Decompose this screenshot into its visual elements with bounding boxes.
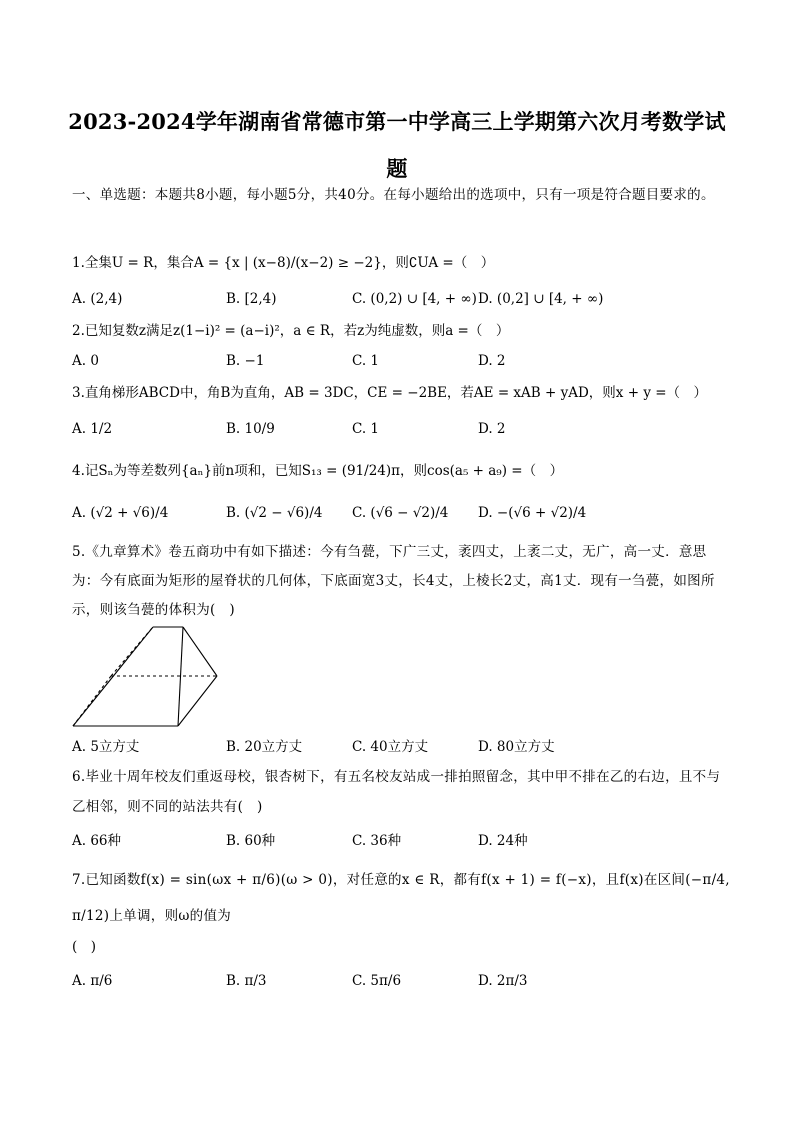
q3-option-d[interactable]: D. 2 <box>478 421 506 437</box>
page-title: 2023-2024学年湖南省常德市第一中学高三上学期第六次月考数学试题 <box>68 109 726 181</box>
question-4-stem: 4.记Sₙ为等差数列{aₙ}前n项和，已知S₁₃ = (91/24)π，则cos(a₅ + a₉) =（ ） <box>72 463 564 479</box>
geometry-figure <box>70 624 220 730</box>
q3-option-c[interactable]: C. 1 <box>352 421 380 437</box>
q3-option-b[interactable]: B. 10/9 <box>226 421 275 437</box>
q7-option-a[interactable]: A. π/6 <box>72 973 113 989</box>
q1-option-c[interactable]: C. (0,2) ∪ [4, + ∞) <box>352 291 477 307</box>
q6-option-c[interactable]: C. 36种 <box>352 833 402 849</box>
q1-option-b[interactable]: B. [2,4) <box>226 291 277 307</box>
q2-option-b[interactable]: B. −1 <box>226 353 265 369</box>
q7-option-c[interactable]: C. 5π/6 <box>352 973 402 989</box>
question-7-stem: 7.已知函数f(x) = sin(ωx + π/6)(ω > 0)，对任意的x ∈ R，都有f(x + 1) = f(−x)，且f(x)在区间(−π/4, π/12)上单调，则ω的值为 <box>72 872 730 924</box>
section-header: 一、单选题：本题共8小题，每小题5分，共40分。在每小题给出的选项中，只有一项是符合题目要求的。 <box>72 187 715 203</box>
figure-edge <box>178 676 217 726</box>
q2-option-a[interactable]: A. 0 <box>72 353 99 369</box>
q6-option-d[interactable]: D. 24种 <box>478 833 528 849</box>
q2-option-d[interactable]: D. 2 <box>478 353 506 369</box>
q5-option-c[interactable]: C. 40立方丈 <box>352 739 429 755</box>
question-7-answer-blank: ( ) <box>72 939 97 955</box>
question-3-stem: 3.直角梯形ABCD中，角B为直角，AB = 3DC，CE = −2BE，若AE = xAB + yAD，则x + y =（ ） <box>72 385 708 401</box>
q4-option-c[interactable]: C. (√6 − √2)/4 <box>352 505 449 521</box>
question-1-stem: 1.全集U = R，集合A = {x | (x−8)/(x−2) ≥ −2}，则∁UA =（ ） <box>72 255 495 271</box>
q4-option-a[interactable]: A. (√2 + √6)/4 <box>72 505 169 521</box>
q6-option-a[interactable]: A. 66种 <box>72 833 122 849</box>
q6-option-b[interactable]: B. 60种 <box>226 833 276 849</box>
q5-option-b[interactable]: B. 20立方丈 <box>226 739 303 755</box>
q4-option-d[interactable]: D. −(√6 + √2)/4 <box>478 505 587 521</box>
q3-option-a[interactable]: A. 1/2 <box>72 421 113 437</box>
figure-hidden-edge <box>111 627 153 676</box>
q1-option-a[interactable]: A. (2,4) <box>72 291 123 307</box>
q7-option-d[interactable]: D. 2π/3 <box>478 973 528 989</box>
figure-edge <box>183 627 217 676</box>
question-5-stem: 5.《九章算术》卷五商功中有如下描述：今有刍甍，下广三丈，袤四丈，上袤二丈，无广，高一丈．意思为：今有底面为矩形的屋脊状的几何体，下底面宽3丈，长4丈，上棱长2丈，高1丈．现有一刍甍，如图所示，则该刍甍的体积为( ) <box>72 544 715 618</box>
q4-option-b[interactable]: B. (√2 − √6)/4 <box>226 505 323 521</box>
q5-option-d[interactable]: D. 80立方丈 <box>478 739 555 755</box>
q2-option-c[interactable]: C. 1 <box>352 353 380 369</box>
q1-option-d[interactable]: D. (0,2] ∪ [4, + ∞) <box>478 291 604 307</box>
q7-option-b[interactable]: B. π/3 <box>226 973 267 989</box>
question-2-stem: 2.已知复数z满足z(1−i)² = (a−i)²，a ∈ R，若z为纯虚数，则a =（ ） <box>72 323 510 339</box>
question-6-stem: 6.毕业十周年校友们重返母校，银杏树下，有五名校友站成一排拍照留念，其中甲不排在乙的右边，且不与乙相邻，则不同的站法共有( ) <box>72 769 721 815</box>
q5-option-a[interactable]: A. 5立方丈 <box>72 739 140 755</box>
